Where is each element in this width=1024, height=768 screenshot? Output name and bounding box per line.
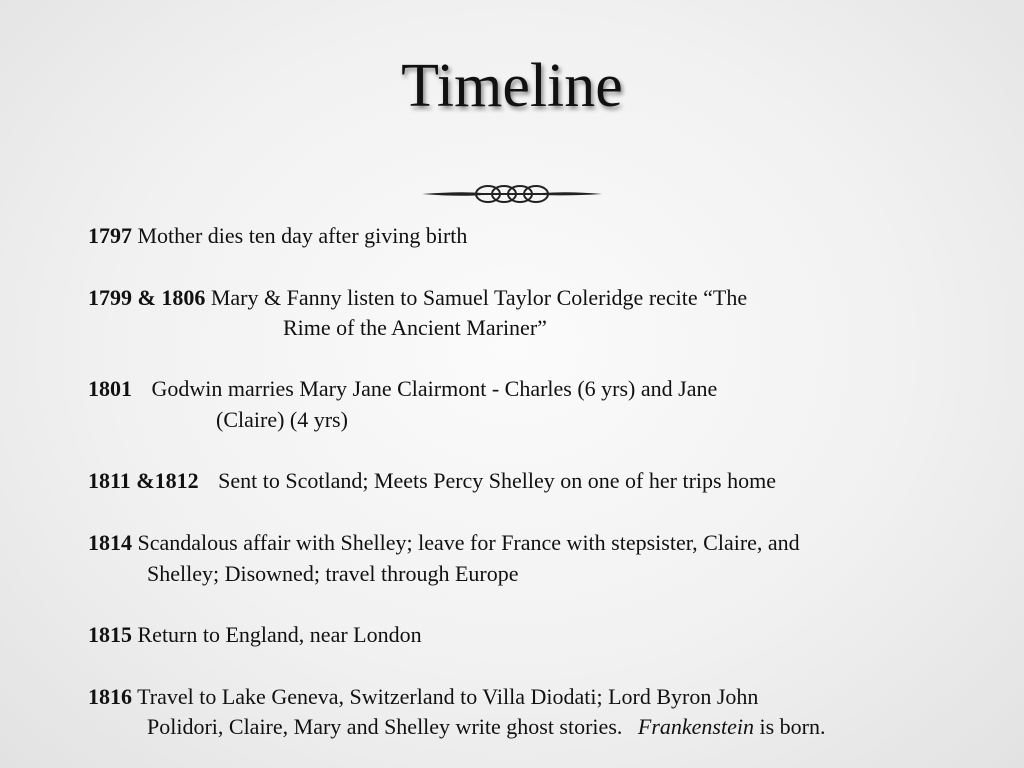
entry-text: Return to England, near London — [137, 622, 422, 647]
ornament-divider-icon — [420, 180, 604, 208]
entry-continuation: Rime of the Ancient Mariner” — [283, 315, 547, 340]
entry-year: 1814 — [88, 530, 132, 555]
entry-text: Godwin marries Mary Jane Clairmont - Charles (6 yrs) and Jane — [151, 376, 718, 401]
timeline-entry-1811-1812 — [88, 466, 776, 496]
entry-text: Travel to Lake Geneva, Switzerland to Villa Diodati; Lord Byron John — [137, 684, 759, 709]
entry-year: 1811 &1812 — [88, 468, 199, 493]
entry-text: Mary & Fanny listen to Samuel Taylor Coleridge recite “The — [210, 285, 748, 310]
entry-year: 1816 — [88, 684, 132, 709]
entry-year: 1799 & 1806 — [88, 285, 206, 310]
entry-year: 1797 — [88, 223, 132, 248]
book-title: Frankenstein — [637, 714, 754, 739]
entry-text: Polidori, Claire, Mary and Shelley write ghost stories. — [147, 714, 623, 739]
entry-year: 1815 — [88, 622, 132, 647]
timeline-entry-1799-1806 — [88, 283, 747, 313]
entry-text: Scandalous affair with Shelley; leave for France with stepsister, Claire, and — [137, 530, 800, 555]
entry-text: Sent to Scotland; Meets Percy Shelley on one of her trips home — [218, 468, 776, 493]
timeline-entry-1797 — [88, 221, 467, 251]
entry-continuation: Shelley; Disowned; travel through Europe — [147, 561, 519, 586]
entry-continuation: (Claire) (4 yrs) — [216, 407, 348, 432]
timeline-entry-1816 — [88, 682, 758, 712]
timeline-entry-1814 — [88, 528, 800, 558]
entry-year: 1801 — [88, 376, 132, 401]
slide-title: Timeline — [401, 52, 623, 120]
timeline-entry-1815 — [88, 620, 422, 650]
timeline-entry-1801 — [88, 374, 717, 404]
entry-continuation — [147, 712, 825, 742]
entry-text: Mother dies ten day after giving birth — [137, 223, 468, 248]
entry-text: is born. — [759, 714, 826, 739]
